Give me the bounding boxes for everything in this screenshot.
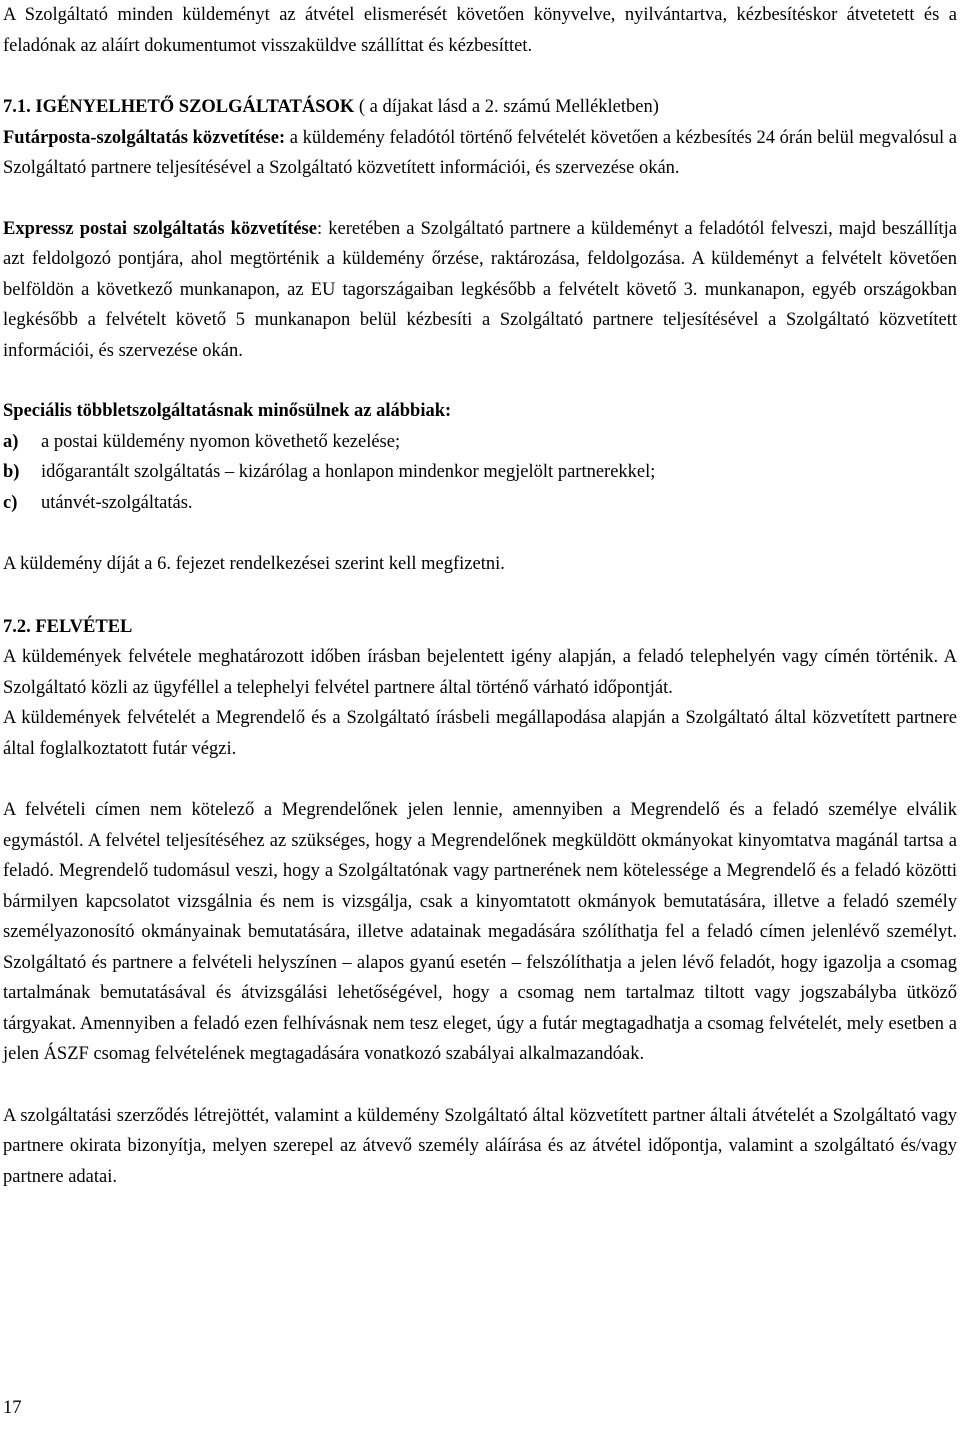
futarposta-lead: Futárposta-szolgáltatás közvetítése: bbox=[3, 127, 286, 148]
futarposta-paragraph bbox=[3, 123, 957, 184]
expressz-paragraph bbox=[3, 214, 957, 367]
section-7-1-title: 7.1. IGÉNYELHETŐ SZOLGÁLTATÁSOK bbox=[3, 97, 355, 117]
list-item-text: utánvét-szolgáltatás. bbox=[41, 492, 193, 513]
list-item bbox=[3, 488, 957, 519]
special-services-list bbox=[3, 427, 957, 519]
document-page bbox=[3, 0, 957, 1192]
expressz-lead: Expressz postai szolgáltatás közvetítése bbox=[3, 218, 317, 239]
page-number: 17 bbox=[3, 1398, 22, 1418]
expressz-text: : keretében a Szolgáltató partnere a küldeményt a feladótól felveszi, majd beszállítja azt feldolgozó pontjára, ahol megtörténik a küldemény őrzése, raktározása, feldolgozása. A küldeményt a felvételt követően belföldön a következő munkanapon, az EU tagországaiban legkésőbb a felvételt követő 3. munkanapon, egyéb országokban legkésőbb a felvételt követő 5 munkanapon belül kézbesíti a Szolgáltató partnere teljesítésével a Szolgáltató közvetített információi, és szervezése okán. bbox=[3, 218, 957, 361]
list-item-text: a postai küldemény nyomon követhető kezelése; bbox=[41, 431, 401, 452]
intro-paragraph: A Szolgáltató minden küldeményt az átvétel elismerését követően könyvelve, nyilvántartva, kézbesítéskor átvetetett és a feladónak az aláírt dokumentumot visszaküldve szállíttat és kézbesíttet. bbox=[3, 5, 957, 56]
felvetel-paragraph-1: A küldemények felvétele meghatározott időben írásban bejelentett igény alapján, a feladó telephelyén vagy címén történik. A Szolgáltató közli az ügyféllel a telephelyi felvétel partnere által történő várható időpontját. bbox=[3, 647, 957, 698]
list-item bbox=[3, 457, 957, 488]
section-7-2-heading: 7.2. FELVÉTEL bbox=[3, 616, 133, 637]
list-item-label: c) bbox=[3, 492, 18, 513]
list-item bbox=[3, 427, 957, 458]
special-services-heading: Speciális többletszolgáltatásnak minősülnek az alábbiak: bbox=[3, 401, 452, 421]
felvetel-paragraph-2: A küldemények felvételét a Megrendelő és a Szolgáltató írásbeli megállapodása alapján a Szolgáltató által közvetített partnere által foglalkoztatott futár végzi. bbox=[3, 708, 957, 759]
list-item-label: b) bbox=[3, 462, 20, 482]
section-7-1-heading bbox=[3, 92, 957, 123]
list-item-text: időgarantált szolgáltatás – kizárólag a honlapon mindenkor megjelölt partnerekkel; bbox=[41, 462, 656, 482]
felvetel-paragraph-4: A szolgáltatási szerződés létrejöttét, valamint a küldemény Szolgáltató által közvetített partner általi átvételét a Szolgáltató vagy partnere okirata bizonyítja, melyen szerepel az átvevő személy aláírása és az átvétel időpontja, valamint a szolgáltató és/vagy partnere adatai. bbox=[3, 1105, 957, 1187]
section-7-1-note: ( a díjakat lásd a 2. számú Mellékletben) bbox=[354, 97, 659, 117]
list-item-label: a) bbox=[3, 431, 19, 452]
fee-paragraph: A küldemény díját a 6. fejezet rendelkezései szerint kell megfizetni. bbox=[3, 554, 505, 574]
futarposta-text: a küldemény feladótól történő felvételét követően a kézbesítés 24 órán belül megvalósul a Szolgáltató partnere teljesítésével a Szolgáltató közvetített információi, és szervezése okán. bbox=[3, 127, 958, 178]
felvetel-paragraph-3: A felvételi címen nem kötelező a Megrendelőnek jelen lennie, amennyiben a Megrendelő és a feladó személye elválik egymástól. A felvétel teljesítéséhez az szükséges, hogy a Megrendelőnek megküldött okmányokat kinyomtatva magánál tartsa a feladó. Megrendelő tudomásul veszi, hogy a Szolgáltatónak vagy partnerének nem kötelessége a Megrendelő és a feladó közötti bármilyen kapcsolatot vizsgálnia és nem is vizsgálja, csak a kinyomtatott okmányok bemutatására, illetve a feladó személy személyazonosító okmányainak bemutatására, illetve adatainak megadására szólíthatja fel a feladó címen jelenlévő személyt. Szolgáltató és partnere a felvételi helyszínen – alapos gyanú esetén – felszólíthatja a jelen lévő feladót, hogy igazolja a csomag tartalmának bemutatásával és átvizsgálási lehetőségével, hogy a csomag nem tartalmaz tiltott vagy jogszabályba ütköző tárgyakat. Amennyiben a feladó ezen felhívásnak nem tesz eleget, úgy a futár megtagadhatja a csomag felvételét, mely esetben a jelen ÁSZF csomag felvételének megtagadására vonatkozó szabályai alkalmazandóak. bbox=[3, 800, 957, 1064]
